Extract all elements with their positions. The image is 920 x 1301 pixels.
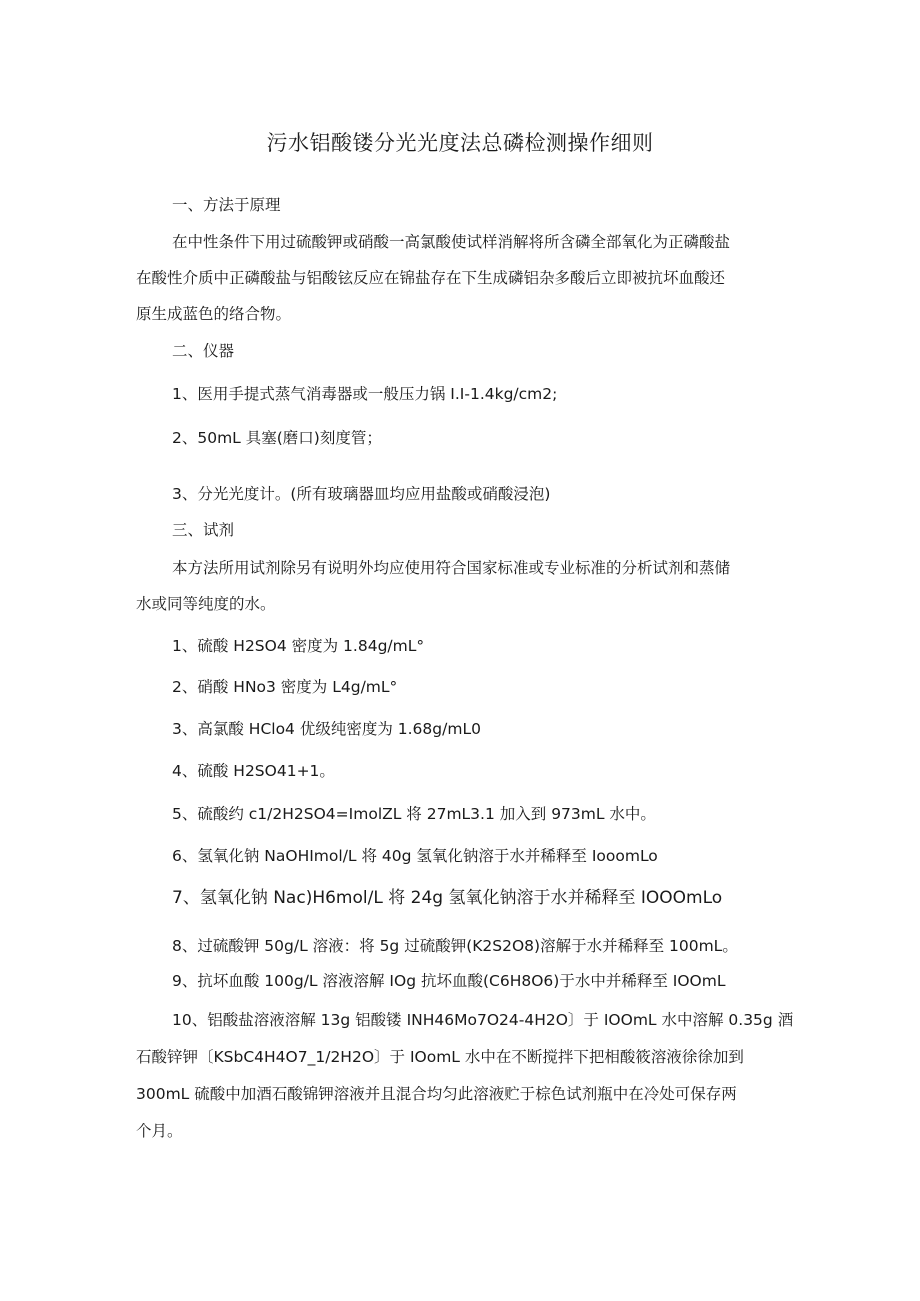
section-heading-instruments: 二、仪器 xyxy=(172,342,235,360)
paragraph-line: 石酸锌钾〔KSbC4H4O7_1/2H2O〕于 IOomL 水中在不断搅拌下把相酸筱溶液徐徐加到 xyxy=(136,1048,744,1066)
paragraph-line: 个月。 xyxy=(136,1122,183,1140)
reagent-item: 5、硫酸约 c1/2H2SO4=ImolZL 将 27mL3.1 加入到 973mL 水中。 xyxy=(172,805,656,823)
paragraph-line: 300mL 硫酸中加酒石酸锦钾溶液并且混合均匀此溶液贮于棕色试剂瓶中在冷处可保存两 xyxy=(136,1085,737,1103)
reagent-item: 3、高氯酸 HClo4 优级纯密度为 1.68g∕mL0 xyxy=(172,720,481,738)
paragraph-line: 本方法所用试剂除另有说明外均应使用符合国家标准或专业标准的分析试剂和蒸储 xyxy=(172,559,731,577)
reagent-item: 10、铝酸盐溶液溶解 13g 铝酸镂 INH46Mo7O24-4H2O〕于 IOOmL 水中溶解 0.35g 酒 xyxy=(172,1011,794,1029)
reagent-item: 7、氢氧化钠 Nac)H6mol∕L 将 24g 氢氧化钠溶于水并稀释至 IOOOmLo xyxy=(172,888,723,908)
reagent-item: 2、硝酸 HNo3 密度为 L4g∕mL° xyxy=(172,678,398,696)
instrument-item: 2、50mL 具塞(磨口)刻度管； xyxy=(172,429,382,447)
paragraph-line: 水或同等纯度的水。 xyxy=(136,595,276,613)
document-title: 污水铝酸镂分光光度法总磷检测操作细则 xyxy=(266,131,654,155)
instrument-item: 3、分光光度计。(所有玻璃器皿均应用盐酸或硝酸浸泡) xyxy=(172,485,551,503)
paragraph-line: 在酸性介质中正磷酸盐与铝酸铉反应在锦盐存在下生成磷铝杂多酸后立即被抗坏血酸还 xyxy=(136,269,726,287)
instrument-item: 1、医用手提式蒸气消毒器或一般压力锅 I.I-1.4kg∕cm2; xyxy=(172,385,558,403)
reagent-item: 6、氢氧化钠 NaOHImol∕L 将 40g 氢氧化钠溶于水并稀释至 IooomLo xyxy=(172,847,658,865)
reagent-item: 8、过硫酸钾 50g∕L 溶液：将 5g 过硫酸钾(K2S2O8)溶解于水并稀释至 100mL。 xyxy=(172,937,738,955)
reagent-item: 9、抗坏血酸 100g∕L 溶液溶解 IOg 抗坏血酸(C6H8O6)于水中并稀释至 IOOmL xyxy=(172,972,726,990)
reagent-item: 4、硫酸 H2SO41+1。 xyxy=(172,762,335,780)
paragraph-line: 原生成蓝色的络合物。 xyxy=(136,305,292,323)
section-heading-method: 一、方法于原理 xyxy=(172,196,281,214)
paragraph-line: 在中性条件下用过硫酸钾或硝酸一高氯酸使试样消解将所含磷全部氧化为正磷酸盐 xyxy=(172,233,731,251)
reagent-item: 1、硫酸 H2SO4 密度为 1.84g∕mL° xyxy=(172,637,425,655)
section-heading-reagents: 三、试剂 xyxy=(172,521,235,539)
